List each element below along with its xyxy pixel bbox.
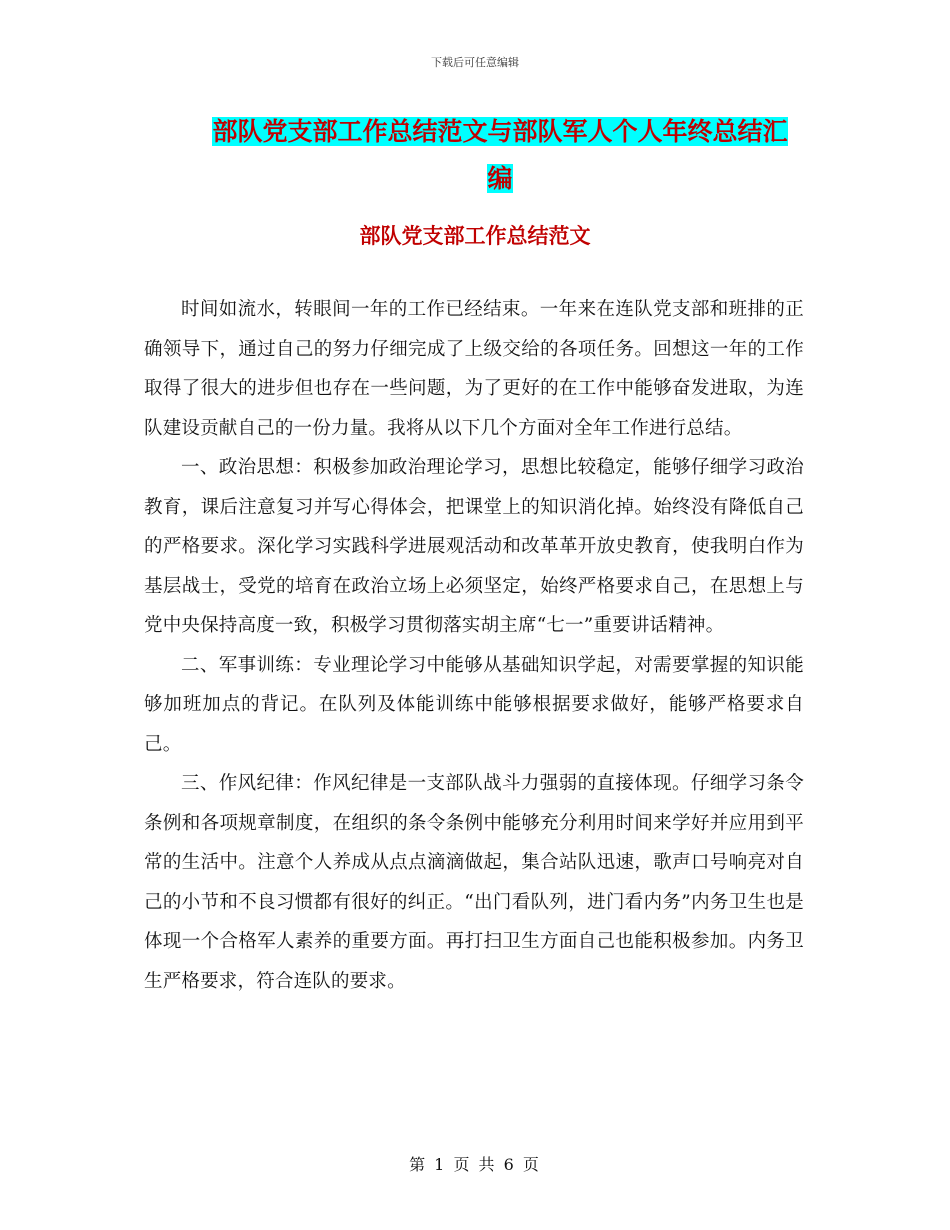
document-title-line-1: 部队党支部工作总结范文与部队军人个人年终总结汇: [212, 117, 788, 146]
document-title-line-2: 编: [487, 164, 513, 193]
document-title: [150, 108, 850, 202]
document-body: [144, 290, 804, 1001]
page-number: 第 1 页 共 6 页: [409, 1155, 541, 1174]
paragraph-military-training: 二、军事训练：专业理论学习中能够从基础知识学起，对需要掌握的知识能够加班加点的背记。在队列及体能训练中能够根据要求做好，能够严格要求自己。: [144, 654, 804, 755]
header-note: 下载后可任意编辑: [431, 56, 519, 69]
paragraph-political-thought: 一、政治思想：积极参加政治理论学习，思想比较稳定，能够仔细学习政治教育，课后注意复习并写心得体会，把课堂上的知识消化掉。始终没有降低自己的严格要求。深化学习实践科学进展观活动和改革革开放史教育，使我明白作为基层战士，受党的培育在政治立场上必须坚定，始终严格要求自己，在思想上与党中央保持高度一致，积极学习贯彻落实胡主席“七一”重要讲话精神。: [144, 457, 804, 636]
paragraph-intro: 时间如流水，转眼间一年的工作已经结束。一年来在连队党支部和班排的正确领导下，通过自己的努力仔细完成了上级交给的各项任务。回想这一年的工作取得了很大的进步但也存在一些问题，为了更好的在工作中能够奋发进取，为连队建设贡献自己的一份力量。我将从以下几个方面对全年工作进行总结。: [144, 299, 804, 439]
paragraph-discipline: 三、作风纪律：作风纪律是一支部队战斗力强弱的直接体现。仔细学习条令条例和各项规章制度，在组织的条令条例中能够充分利用时间来学好并应用到平常的生活中。注意个人养成从点点滴滴做起，集合站队迅速，歌声口号响亮对自己的小节和不良习惯都有很好的纠正。“出门看队列，进门看内务”内务卫生也是体现一个合格军人素养的重要方面。再打扫卫生方面自己也能积极参加。内务卫生严格要求，符合连队的要求。: [144, 773, 804, 992]
section-title: 部队党支部工作总结范文: [359, 224, 591, 248]
